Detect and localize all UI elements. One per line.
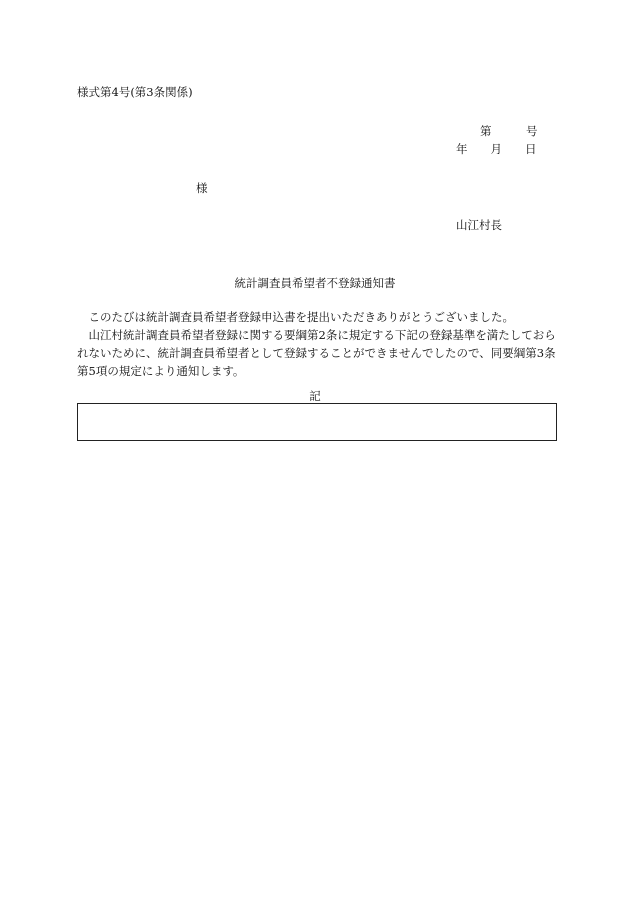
document-title: 統計調査員希望者不登録通知書 xyxy=(234,276,396,290)
document-number-line: 第 号 xyxy=(480,124,538,138)
ki-heading: 記 xyxy=(309,389,321,403)
sender-name: 山江村長 xyxy=(456,218,502,232)
document-date-line: 年 月 日 xyxy=(456,142,537,156)
recipient-line: 様 xyxy=(196,181,208,195)
criteria-box xyxy=(77,403,557,441)
document-body xyxy=(77,308,563,380)
body-paragraph-notice: 山江村統計調査員希望者登録に関する要綱第2条に規定する下記の登録基準を満たしておられないために、統計調査員希望者として登録することができませんでしたので、同要綱第3条第5項の規定により通知します。 xyxy=(77,328,556,378)
body-paragraph-thanks: このたびは統計調査員希望者登録申込書を提出いただきありがとうございました。 xyxy=(77,310,514,324)
form-number-label: 様式第4号(第3条関係) xyxy=(77,85,193,99)
